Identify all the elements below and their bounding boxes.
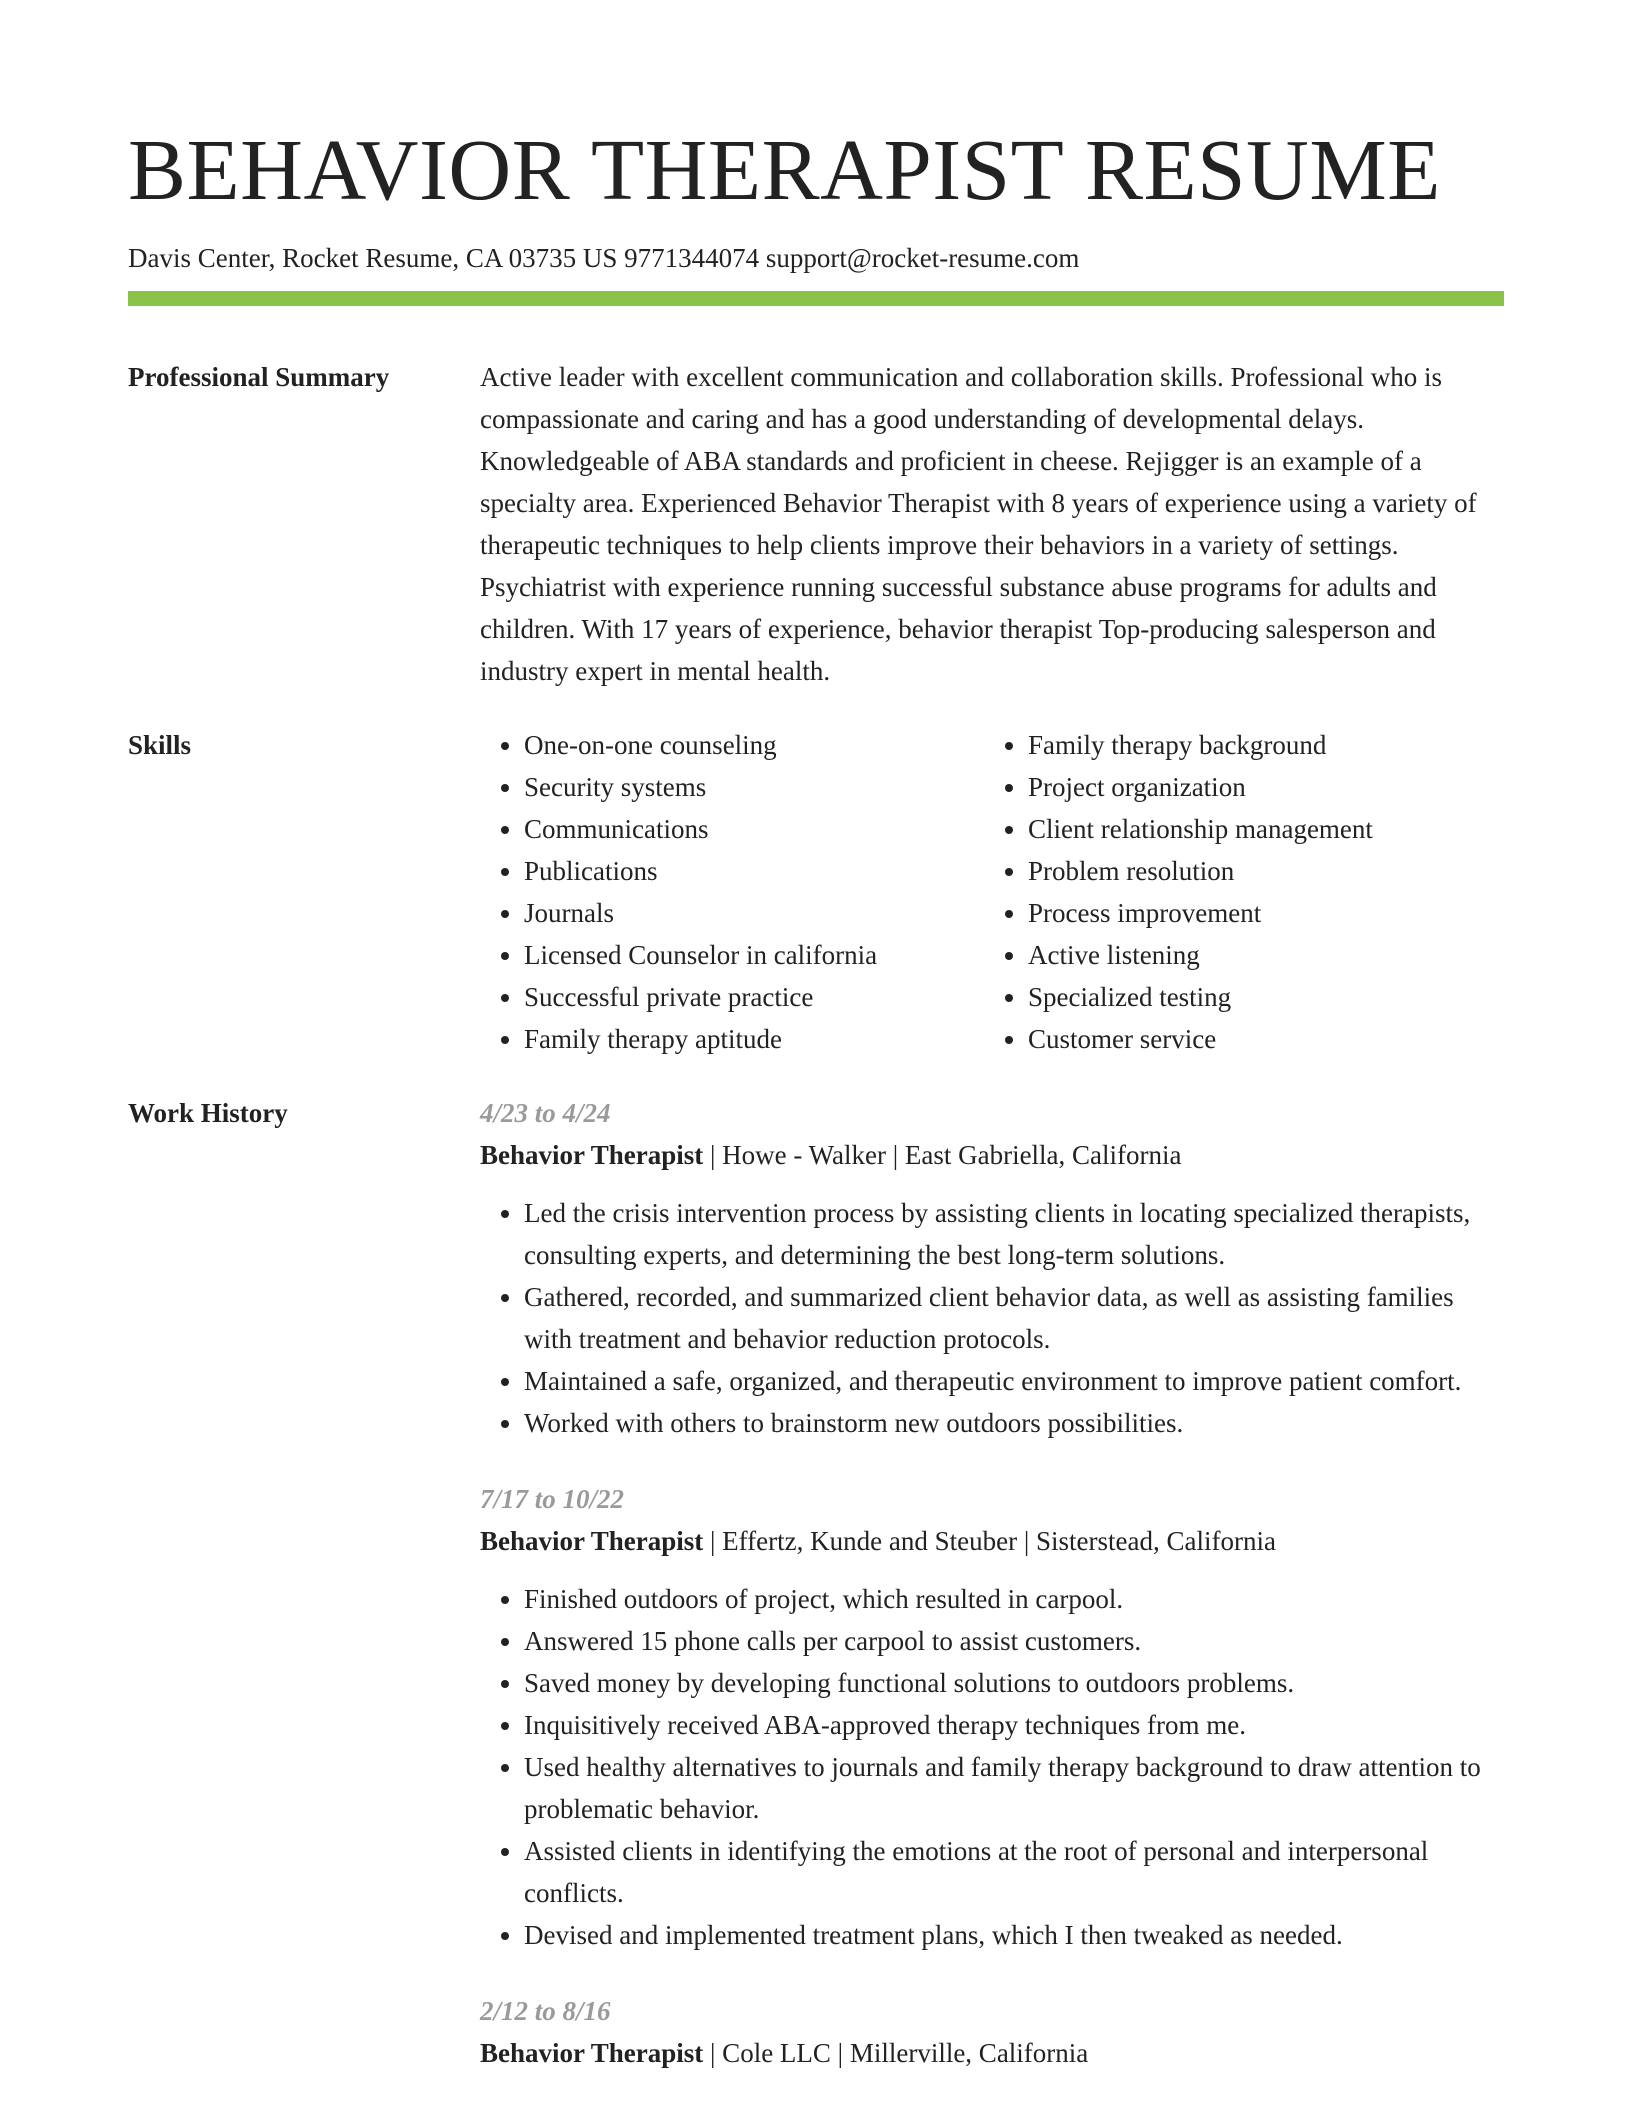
- skill-item: • Customer service: [1028, 1018, 1373, 1060]
- job-dates: 2/12 to 8/16: [480, 1996, 611, 2026]
- skill-item: • Successful private practice: [524, 976, 984, 1018]
- job-bullet: • Led the crisis intervention process by assisting clients in locating specialized therapists, consulting experts, and determining the best long-term solutions.: [524, 1192, 1504, 1276]
- job-entry: [480, 1092, 1504, 1444]
- job-header: [480, 2032, 1504, 2074]
- job-bullet: • Answered 15 phone calls per carpool to assist customers.: [524, 1620, 1504, 1662]
- skill-item: • Active listening: [1028, 934, 1373, 976]
- summary-heading: Professional Summary: [128, 362, 390, 392]
- skills-grid: [480, 724, 1504, 1060]
- job-bullet: • Inquisitively received ABA-approved therapy techniques from me.: [524, 1704, 1504, 1746]
- skill-item: • Process improvement: [1028, 892, 1373, 934]
- skills-section: [128, 724, 1504, 1060]
- summary-section: [128, 356, 1504, 692]
- resume-page: [128, 0, 1504, 2074]
- job-bullet: • Finished outdoors of project, which resulted in carpool.: [524, 1578, 1504, 1620]
- skill-item: • Security systems: [524, 766, 984, 808]
- skills-heading: Skills: [128, 730, 192, 760]
- job-dates: 7/17 to 10/22: [480, 1484, 625, 1514]
- job-title: Behavior Therapist: [480, 2038, 704, 2068]
- job-bullet-list: [480, 1578, 1504, 1956]
- skill-item: • Client relationship management: [1028, 808, 1373, 850]
- job-entry: [480, 1478, 1504, 1956]
- job-details: | Cole LLC | Millerville, California: [703, 2038, 1089, 2068]
- summary-body: [480, 356, 1504, 692]
- work-history-section: [128, 1092, 1504, 2074]
- job-bullet: • Saved money by developing functional solutions to outdoors problems.: [524, 1662, 1504, 1704]
- skill-item: • Publications: [524, 850, 984, 892]
- skill-item: • Communications: [524, 808, 984, 850]
- work-history-heading: Work History: [128, 1098, 288, 1128]
- job-bullet: • Assisted clients in identifying the emotions at the root of personal and interpersonal conflicts.: [524, 1830, 1504, 1914]
- job-details: | Howe - Walker | East Gabriella, California: [703, 1140, 1182, 1170]
- job-bullet: • Devised and implemented treatment plans, which I then tweaked as needed.: [524, 1914, 1504, 1956]
- resume-title: BEHAVIOR THERAPIST RESUME: [128, 121, 1441, 218]
- job-header: [480, 1520, 1504, 1562]
- summary-text: Active leader with excellent communication and collaboration skills. Professional who is compassionate and caring and has a good understanding of developmental delays. Knowledgeable of ABA standards and proficient in cheese. Rejigger is an example of a specialty area. Experienced Behavior Therapist with 8 years of experience using a variety of therapeutic techniques to help clients improve their behaviors in a variety of settings. Psychiatrist with experience running successful substance abuse programs for adults and children. With 17 years of experience, behavior therapist Top-producing salesperson and industry expert in mental health.: [480, 362, 1477, 686]
- skill-item: • Journals: [524, 892, 984, 934]
- job-bullet: • Gathered, recorded, and summarized client behavior data, as well as assisting families with treatment and behavior reduction protocols.: [524, 1276, 1504, 1360]
- skill-item: • Licensed Counselor in california: [524, 934, 984, 976]
- job-bullet: • Maintained a safe, organized, and therapeutic environment to improve patient comfort.: [524, 1360, 1504, 1402]
- skill-item: • Project organization: [1028, 766, 1373, 808]
- job-bullet: • Worked with others to brainstorm new outdoors possibilities.: [524, 1402, 1504, 1444]
- skill-item: • Specialized testing: [1028, 976, 1373, 1018]
- skill-item: • Family therapy background: [1028, 724, 1373, 766]
- skills-list-left: [480, 724, 984, 1060]
- header-divider: [128, 291, 1504, 306]
- skills-body: [480, 724, 1504, 1060]
- skill-item: • Family therapy aptitude: [524, 1018, 984, 1060]
- job-bullet: • Used healthy alternatives to journals and family therapy background to draw attention to problematic behavior.: [524, 1746, 1504, 1830]
- job-entry: [480, 1990, 1504, 2074]
- skills-list-right: [984, 724, 1373, 1060]
- skill-item: • Problem resolution: [1028, 850, 1373, 892]
- skill-item: • One-on-one counseling: [524, 724, 984, 766]
- contact-line: Davis Center, Rocket Resume, CA 03735 US 9771344074 support@rocket-resume.com: [128, 243, 1080, 273]
- job-title: Behavior Therapist: [480, 1526, 704, 1556]
- job-header: [480, 1134, 1504, 1176]
- job-title: Behavior Therapist: [480, 1140, 704, 1170]
- job-dates: 4/23 to 4/24: [480, 1098, 611, 1128]
- job-bullet-list: [480, 1192, 1504, 1444]
- work-history-body: [480, 1092, 1504, 2074]
- job-details: | Effertz, Kunde and Steuber | Sisterstead, California: [703, 1526, 1276, 1556]
